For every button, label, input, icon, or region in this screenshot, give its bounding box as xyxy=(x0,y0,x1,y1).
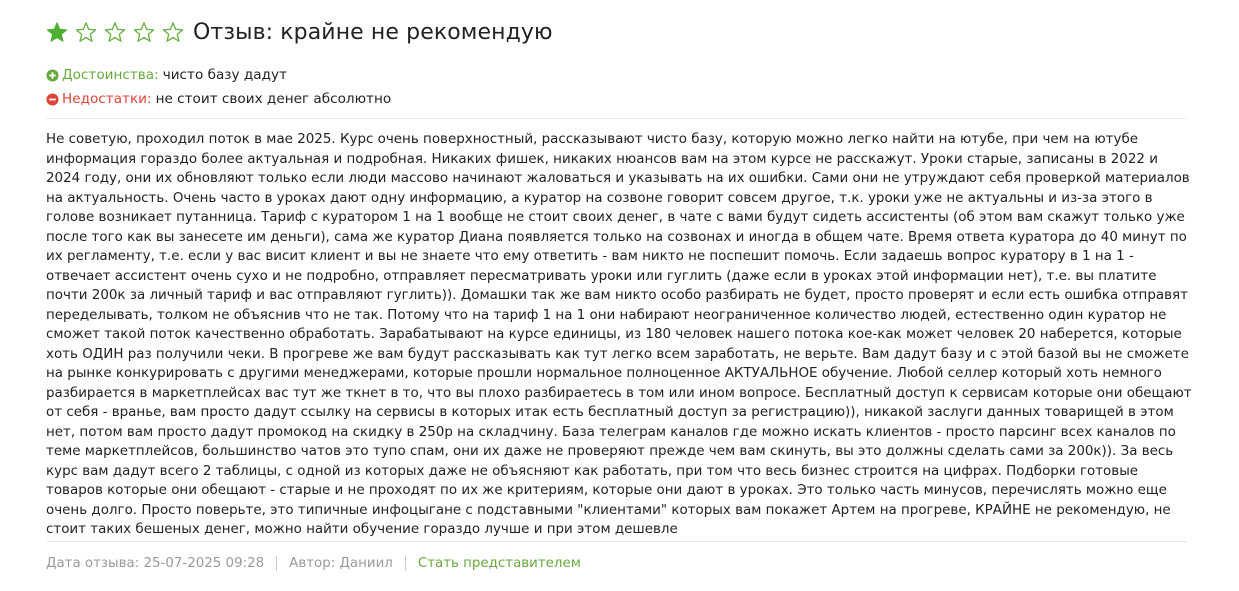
star-empty-icon xyxy=(133,21,155,43)
pros-value: чисто базу дадут xyxy=(162,67,287,83)
footer-separator xyxy=(405,556,406,571)
review-date: Дата отзыва: 25-07-2025 09:28 xyxy=(46,555,265,571)
rating-stars xyxy=(46,21,184,43)
cons-value: не стоит своих денег абсолютно xyxy=(155,91,392,107)
pros-line xyxy=(46,65,287,85)
review-body: Не советую, проходил поток в мае 2025. Курс очень поверхностный, рассказывают чисто базу, которую можно легко найти на ютубе, при чем на ютубе информация гораздо более актуальная и подробная. Никаких фишек, никаких нюансов вам на этом курсе не расскажут. Уроки старые, записаны в 2022 и 2024 году, они их обновляют только если люди массово начинают жаловаться и указывать на их ошибки. Сами они не утруждают себя проверкой материалов на актуальность. Очень часто в уроках дают одну информацию, а куратор на созвоне говорит совсем другое, т.к. уроки уже не актуальны и из-за этого в голове возникает путанница. Тариф с куратором 1 на 1 вообще не стоит своих денег, в чате с вами будут сидеть ассистенты (об этом вам скажут только уже после того как вы занесете им деньги), сама же куратор Диана появляется только на созвонах и иногда в общем чате. Время ответа куратора до 40 минут по их регламенту, т.е. если у вас висит клиент и вы не знаете что ему ответить - вам никто не поспешит помочь. Если задаешь вопрос куратору в 1 на 1 - отвечает ассистент очень сухо и не подробно, отправляет пересматривать уроки или гуглить (даже если в уроках этой информации нет), т.е. вы платите почти 200к за личный тариф и вас отправляют гуглить)). Домашки так же вам никто особо разбирать не будет, просто проверят и если есть ошибка отправят переделывать, толком не объяснив что не так. Потому что на тариф 1 на 1 они набирают неограниченное количество людей, естественно один куратор не сможет такой поток качественно обработать. Зарабатывают на курсе единицы, из 180 человек нашего потока кое-как может человек 20 наберется, которые хоть ОДИН раз получили чеки. В прогреве же вам будут рассказывать как тут легко всем заработать, не верьте. Вам дадут базу и с этой базой вы не сможете на рынке конкурировать с другими менеджерами, которые прошли нормальное полноценное АКТУАЛЬНОЕ обучение. Любой селлер который хоть немного разбирается в маркетплейсах вас тут же ткнет в то, что вы плохо разбираетесь в том или ином вопросе. Бесплатный доступ к сервисам которые они обещают от себя - вранье, вам просто дадут ссылку на сервисы в которых итак есть бесплатный доступ за регистрацию)), никакой заслуги данных товарищей в этом нет, потом вам просто дадут промокод на скидку в 250р на складчину. База телеграм каналов где можно искать клиентов - просто парсинг всех каналов по теме маркетплейсов, большинство чатов это тупо спам, они их даже не проверяют прежде чем вам скинуть, вы это должны сделать сами за 200к)). За весь курс вам дадут всего 2 таблицы, с одной из которых даже не объясняют как работать, при том что весь бизнес строится на цифрах. Подборки готовые товаров которые они обещают - старые и не проходят по их же критериям, которые они дают в уроках. Это только часть минусов, перечислять можно еще очень долго. Просто поверьте, это типичные инфоцыгане с подставными "клиентами" которых вам покажет Артем на прогреве, КРАЙНЕ не рекомендую, не стоит таких бешеных денег, можно найти обучение гораздо лучше и при этом дешевле xyxy=(46,132,1192,537)
divider-top xyxy=(46,118,1187,119)
cons-label: Недостатки: xyxy=(62,91,152,107)
review-author: Автор: Даниил xyxy=(289,555,393,571)
star-empty-icon xyxy=(104,21,126,43)
review-header xyxy=(46,14,553,50)
star-empty-icon xyxy=(75,21,97,43)
become-representative-link[interactable]: Стать представителем xyxy=(417,555,581,571)
pros-label: Достоинства: xyxy=(62,67,159,83)
minus-circle-icon xyxy=(46,93,59,106)
divider xyxy=(46,541,1187,542)
star-empty-icon xyxy=(162,21,184,43)
footer-separator xyxy=(276,556,277,571)
cons-line xyxy=(46,89,391,109)
review-title: Отзыв: крайне не рекомендую xyxy=(193,19,553,45)
review-footer xyxy=(46,553,581,573)
plus-circle-icon xyxy=(46,69,59,82)
star-filled-icon xyxy=(46,21,68,43)
